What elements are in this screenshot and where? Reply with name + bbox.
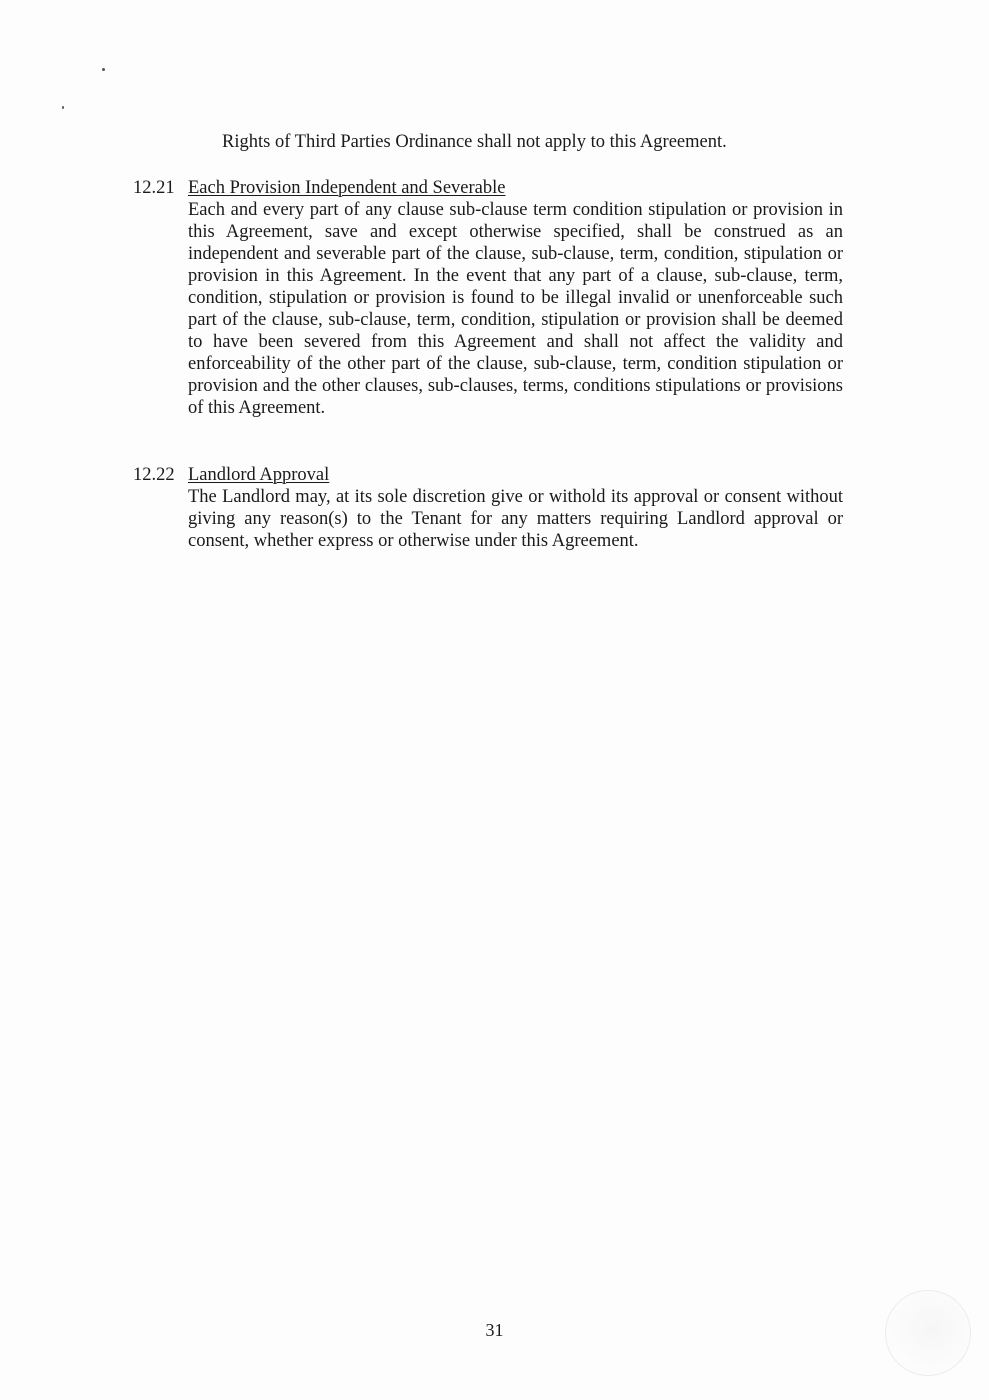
clause-heading [133,177,853,199]
clause-body: The Landlord may, at its sole discretion give or withold its approval or consent without giving any reason(s) to the Tenant for any matters requiring Landlord approval or consent, whether express or otherwise under this Agreement. [188,487,843,551]
page-number: 31 [485,1320,504,1340]
clause-number: 12.21 [133,178,175,198]
clause-12-21 [133,177,853,419]
continuation-text: Rights of Third Parties Ordinance shall not apply to this Agreement. [222,132,727,152]
clause-body: Each and every part of any clause sub-clause term condition stipulation or provision in this Agreement, save and except otherwise specified, shall be construed as an independent and severable part of the clause, sub-clause, term, condition, stipulation or provision in this Agreement. In the event that any part of a clause, sub-clause, term, condition, stipulation or provision is found to be illegal invalid or unenforceable such part of the clause, sub-clause, term, condition, stipulation or provision shall be deemed to have been severed from this Agreement and shall not affect the validity and enforceability of the other part of the clause, sub-clause, term, condition stipulation or provision and the other clauses, sub-clauses, terms, conditions stipulations or provisions of this Agreement. [188,200,843,418]
clause-number: 12.22 [133,465,175,485]
faint-seal-stamp [885,1290,971,1376]
scan-speck [102,68,105,71]
clause-heading [133,464,853,486]
clause-title: Each Provision Independent and Severable [188,178,506,198]
clause-title: Landlord Approval [188,465,330,485]
clause-12-22 [133,464,853,552]
scan-speck [62,106,64,109]
